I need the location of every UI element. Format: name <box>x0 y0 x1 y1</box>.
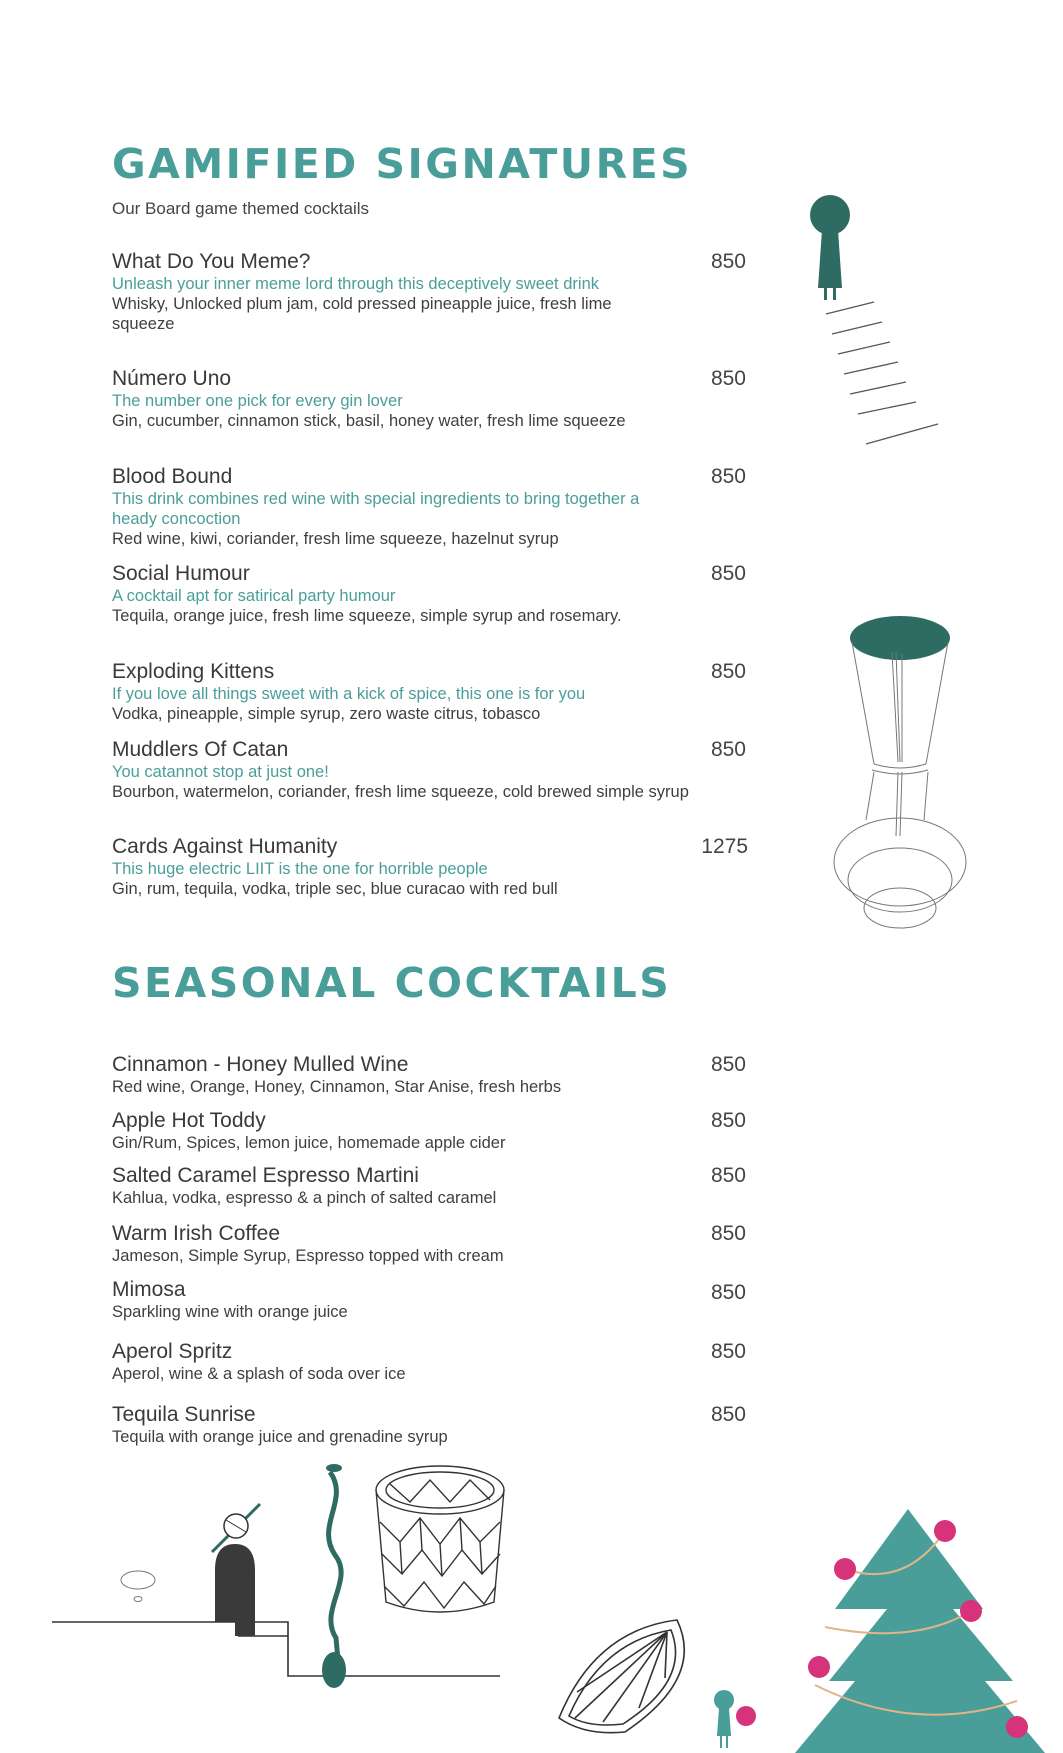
item-price: 850 <box>710 1403 746 1426</box>
item-price: 850 <box>710 367 746 390</box>
menu-item <box>112 660 746 724</box>
item-tagline: If you love all things sweet with a kick of spice, this one is for you <box>112 685 586 703</box>
gamified-title: GAMIFIED SIGNATURES <box>112 140 693 188</box>
item-name: Cards Against Humanity <box>112 835 338 858</box>
item-name: Aperol Spritz <box>112 1340 233 1363</box>
item-name: Muddlers Of Catan <box>112 738 289 761</box>
seasonal-title: SEASONAL COCKTAILS <box>112 959 672 1007</box>
menu-item <box>112 1164 746 1208</box>
menu-item <box>112 1053 746 1097</box>
item-name: Apple Hot Toddy <box>112 1109 266 1132</box>
christmas-tree-icon <box>795 1505 1063 1753</box>
menu-item <box>112 1403 746 1447</box>
item-price: 1275 <box>701 835 748 858</box>
menu-item <box>112 1340 746 1384</box>
item-price: 850 <box>710 1164 746 1187</box>
item-name: Social Humour <box>112 562 250 585</box>
item-tagline: A cocktail apt for satirical party humour <box>112 587 396 605</box>
gamified-subtitle: Our Board game themed cocktails <box>112 199 370 218</box>
item-ingredients: Whisky, Unlocked plum jam, cold pressed pineapple juice, fresh lime squeeze <box>112 295 612 333</box>
menu-item <box>112 367 746 431</box>
menu-item <box>112 562 746 626</box>
item-price: 850 <box>710 1053 746 1076</box>
item-tagline: This huge electric LIIT is the one for horrible people <box>112 860 488 878</box>
item-name: Mimosa <box>112 1278 186 1301</box>
menu-item <box>112 1278 746 1322</box>
item-ingredients: Gin, cucumber, cinnamon stick, basil, honey water, fresh lime squeeze <box>112 412 626 430</box>
item-ingredients: Aperol, wine & a splash of soda over ice <box>112 1365 406 1383</box>
menu-item <box>112 250 746 334</box>
item-tagline: You catannot stop at just one! <box>112 763 329 781</box>
item-price: 850 <box>710 1222 746 1245</box>
item-name: Exploding Kittens <box>112 660 275 683</box>
menu-item <box>112 465 746 549</box>
item-tagline: Unleash your inner meme lord through this deceptively sweet drink <box>112 275 599 293</box>
item-name: Salted Caramel Espresso Martini <box>112 1164 419 1187</box>
item-ingredients: Red wine, kiwi, coriander, fresh lime squeeze, hazelnut syrup <box>112 530 559 548</box>
menu-item <box>112 835 748 899</box>
item-name: Número Uno <box>112 367 232 390</box>
item-ingredients: Kahlua, vodka, espresso & a pinch of salted caramel <box>112 1189 497 1207</box>
item-ingredients: Vodka, pineapple, simple syrup, zero waste citrus, tobasco <box>112 705 541 723</box>
item-name: Tequila Sunrise <box>112 1403 256 1426</box>
cherry-figure-icon <box>708 1688 758 1753</box>
jigger-icon <box>828 612 978 932</box>
item-price: 850 <box>710 562 746 585</box>
menu-item <box>112 1222 746 1266</box>
item-ingredients: Jameson, Simple Syrup, Espresso topped with cream <box>112 1247 504 1265</box>
item-name: What Do You Meme? <box>112 250 311 273</box>
item-tagline: This drink combines red wine with special ingredients to bring together a heady concoction <box>112 490 640 528</box>
item-ingredients: Gin/Rum, Spices, lemon juice, homemade apple cider <box>112 1134 506 1152</box>
item-tagline: The number one pick for every gin lover <box>112 392 403 410</box>
menu-item <box>112 1109 746 1153</box>
item-price: 850 <box>710 1340 746 1363</box>
item-price: 850 <box>710 1281 746 1304</box>
item-price: 850 <box>710 738 746 761</box>
item-ingredients: Tequila, orange juice, fresh lime squeeze, simple syrup and rosemary. <box>112 607 622 625</box>
item-ingredients: Gin, rum, tequila, vodka, triple sec, blue curacao with red bull <box>112 880 558 898</box>
item-price: 850 <box>710 1109 746 1132</box>
item-price: 850 <box>710 250 746 273</box>
item-name: Blood Bound <box>112 465 233 488</box>
item-price: 850 <box>710 660 746 683</box>
item-name: Cinnamon - Honey Mulled Wine <box>112 1053 409 1076</box>
item-ingredients: Sparkling wine with orange juice <box>112 1303 348 1321</box>
item-ingredients: Red wine, Orange, Honey, Cinnamon, Star Anise, fresh herbs <box>112 1078 562 1096</box>
item-name: Warm Irish Coffee <box>112 1222 281 1245</box>
item-ingredients: Tequila with orange juice and grenadine syrup <box>112 1428 448 1446</box>
stairs-icon <box>820 298 950 448</box>
lemon-icon <box>555 1618 695 1738</box>
menu-item <box>112 738 746 802</box>
item-price: 850 <box>710 465 746 488</box>
glass-icon <box>370 1462 510 1622</box>
item-ingredients: Bourbon, watermelon, coriander, fresh lime squeeze, cold brewed simple syrup <box>112 783 689 801</box>
